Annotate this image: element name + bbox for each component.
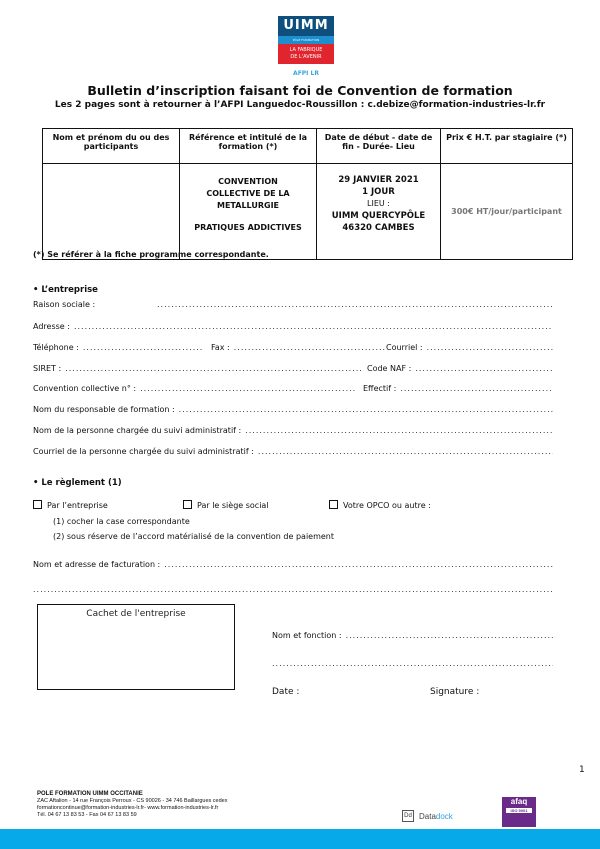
checkbox-icon[interactable] bbox=[329, 500, 338, 509]
datadock-text-a: Data bbox=[419, 811, 436, 821]
field-convention-effectif[interactable] bbox=[33, 383, 553, 395]
logo-subtitle: AFPI LR bbox=[293, 70, 319, 77]
label-effectif: Effectif : bbox=[363, 384, 397, 393]
logo-tagline-red bbox=[278, 44, 334, 64]
footer-org: POLE FORMATION UIMM OCCITANIE bbox=[37, 791, 143, 797]
uimm-logo bbox=[278, 16, 334, 68]
header-price: Prix € H.T. par stagiaire (*) bbox=[441, 129, 573, 164]
footnote-2: (2) sous réserve de l’accord matérialisé de la convention de paiement bbox=[53, 532, 335, 541]
logo-red-line-2: DE L'AVENIR bbox=[290, 54, 322, 60]
lieu-label: LIEU : bbox=[367, 199, 390, 208]
cell-reference bbox=[180, 164, 317, 260]
field-responsable[interactable] bbox=[33, 404, 553, 416]
input-responsable[interactable] bbox=[179, 404, 553, 416]
footer-address bbox=[37, 791, 227, 819]
field-siret-naf[interactable] bbox=[33, 363, 553, 375]
option-label: Par le siège social bbox=[197, 501, 269, 510]
input-convention[interactable] bbox=[140, 383, 355, 395]
input-telephone[interactable] bbox=[83, 342, 203, 354]
document-subtitle: Les 2 pages sont à retourner à l’AFPI Languedoc-Roussillon : c.debize@formation-industries-lr.fr bbox=[54, 100, 546, 110]
cell-date bbox=[317, 164, 441, 260]
afaq-logo bbox=[502, 797, 536, 827]
reference-line: CONVENTION bbox=[218, 177, 278, 186]
input-nom-fonction[interactable] bbox=[346, 630, 553, 642]
input-siret[interactable] bbox=[65, 363, 363, 375]
section-reglement: • Le règlement (1) bbox=[33, 478, 122, 488]
lieu-line-1: UIMM QUERCYPÔLE bbox=[331, 211, 426, 221]
afaq-iso: ISO 9001 bbox=[506, 808, 532, 813]
input-facturation[interactable] bbox=[164, 559, 553, 571]
field-raison-sociale[interactable] bbox=[33, 299, 553, 311]
registration-table bbox=[42, 128, 573, 260]
footer-phone: Tél. 04 67 13 83 53 - Fax 04 67 13 83 59 bbox=[37, 812, 137, 818]
logo-tagline-small: PÔLE FORMATION bbox=[278, 36, 334, 44]
training-duration: 1 JOUR bbox=[362, 187, 395, 197]
section-entreprise: • L’entreprise bbox=[33, 285, 98, 295]
label-raison-sociale: Raison sociale : bbox=[33, 300, 96, 309]
label-date: Date : bbox=[272, 687, 300, 697]
field-adresse[interactable] bbox=[33, 321, 553, 333]
header-date: Date de début - date de fin - Durée- Lieu bbox=[317, 129, 441, 164]
field-facturation-line-2[interactable] bbox=[33, 584, 553, 596]
training-date: 29 JANVIER 2021 bbox=[338, 175, 419, 185]
table-row bbox=[43, 164, 573, 260]
label-suivi-courriel: Courriel de la personne chargée du suivi administratif : bbox=[33, 447, 254, 456]
label-courriel: Courriel : bbox=[386, 343, 423, 352]
reference-line: METALLURGIE bbox=[216, 201, 280, 210]
label-responsable: Nom du responsable de formation : bbox=[33, 405, 175, 414]
field-suivi-nom[interactable] bbox=[33, 425, 553, 437]
input-facturation-2[interactable] bbox=[33, 584, 553, 596]
option-label: Votre OPCO ou autre : bbox=[343, 501, 431, 510]
cell-participants[interactable] bbox=[43, 164, 180, 260]
input-courriel[interactable] bbox=[427, 342, 553, 354]
footnote-1: (1) cocher la case correspondante bbox=[53, 517, 190, 526]
datadock-icon: Dd bbox=[402, 810, 414, 822]
footer-band bbox=[0, 829, 600, 849]
reference-title: PRATIQUES ADDICTIVES bbox=[194, 223, 302, 232]
reference-line: COLLECTIVE DE LA bbox=[206, 189, 290, 198]
label-fax: Fax : bbox=[211, 343, 230, 352]
cell-price: 300€ HT/jour/participant bbox=[441, 164, 573, 260]
lieu-line-2: 46320 CAMBES bbox=[342, 223, 415, 233]
label-signature: Signature : bbox=[430, 687, 480, 697]
label-convention: Convention collective n° : bbox=[33, 384, 137, 393]
input-effectif[interactable] bbox=[400, 383, 553, 395]
footer-street: ZAC Aftalion - 14 rue François Perroux - CS 90026 - 34 746 Baillargues cedex bbox=[37, 798, 228, 804]
datadock-text-b: dock bbox=[435, 811, 453, 821]
input-code-naf[interactable] bbox=[415, 363, 553, 375]
input-adresse[interactable] bbox=[74, 321, 553, 333]
input-raison-sociale[interactable] bbox=[157, 299, 553, 311]
input-fax[interactable] bbox=[234, 342, 386, 354]
option-label: Par l’entreprise bbox=[47, 501, 108, 510]
label-telephone: Téléphone : bbox=[33, 343, 79, 352]
datadock-logo bbox=[402, 810, 453, 822]
cachet-box[interactable] bbox=[37, 604, 235, 690]
cachet-label: Cachet de l'entreprise bbox=[86, 609, 186, 619]
checkbox-icon[interactable] bbox=[33, 500, 42, 509]
field-nom-fonction-line-2[interactable] bbox=[272, 658, 553, 670]
footer-contact: formationcontinue@formation-industries-lr.fr- www.formation-industries-lr.fr bbox=[37, 805, 219, 811]
document-title: Bulletin d’inscription faisant foi de Convention de formation bbox=[87, 83, 513, 98]
field-nom-fonction[interactable] bbox=[272, 630, 553, 642]
label-code-naf: Code NAF : bbox=[367, 364, 412, 373]
label-adresse: Adresse : bbox=[33, 322, 70, 331]
table-header-row bbox=[43, 129, 573, 164]
field-telephone-fax-courriel[interactable] bbox=[33, 342, 553, 354]
checkbox-icon[interactable] bbox=[183, 500, 192, 509]
label-nom-fonction: Nom et fonction : bbox=[272, 631, 342, 640]
option-opco[interactable] bbox=[329, 500, 431, 510]
page-number: 1 bbox=[579, 765, 585, 775]
option-siege-social[interactable] bbox=[183, 500, 269, 510]
option-par-entreprise[interactable] bbox=[33, 500, 108, 510]
table-note: (*) Se référer à la fiche programme correspondante. bbox=[33, 250, 269, 259]
label-suivi-nom: Nom de la personne chargée du suivi administratif : bbox=[33, 426, 242, 435]
header-reference: Référence et intitulé de la formation (*) bbox=[180, 129, 317, 164]
field-suivi-courriel[interactable] bbox=[33, 446, 553, 458]
label-facturation: Nom et adresse de facturation : bbox=[33, 560, 161, 569]
logo-brand: UIMM bbox=[278, 16, 334, 36]
header-participants: Nom et prénom du ou des participants bbox=[43, 129, 180, 164]
input-suivi-courriel[interactable] bbox=[258, 446, 553, 458]
field-facturation[interactable] bbox=[33, 559, 553, 571]
logo-red-line-1: LA FABRIQUE bbox=[289, 47, 323, 53]
input-suivi-nom[interactable] bbox=[245, 425, 553, 437]
afaq-text: afaq bbox=[510, 797, 528, 806]
label-siret: SIRET : bbox=[33, 364, 62, 373]
input-nom-fonction-2[interactable] bbox=[272, 658, 553, 670]
